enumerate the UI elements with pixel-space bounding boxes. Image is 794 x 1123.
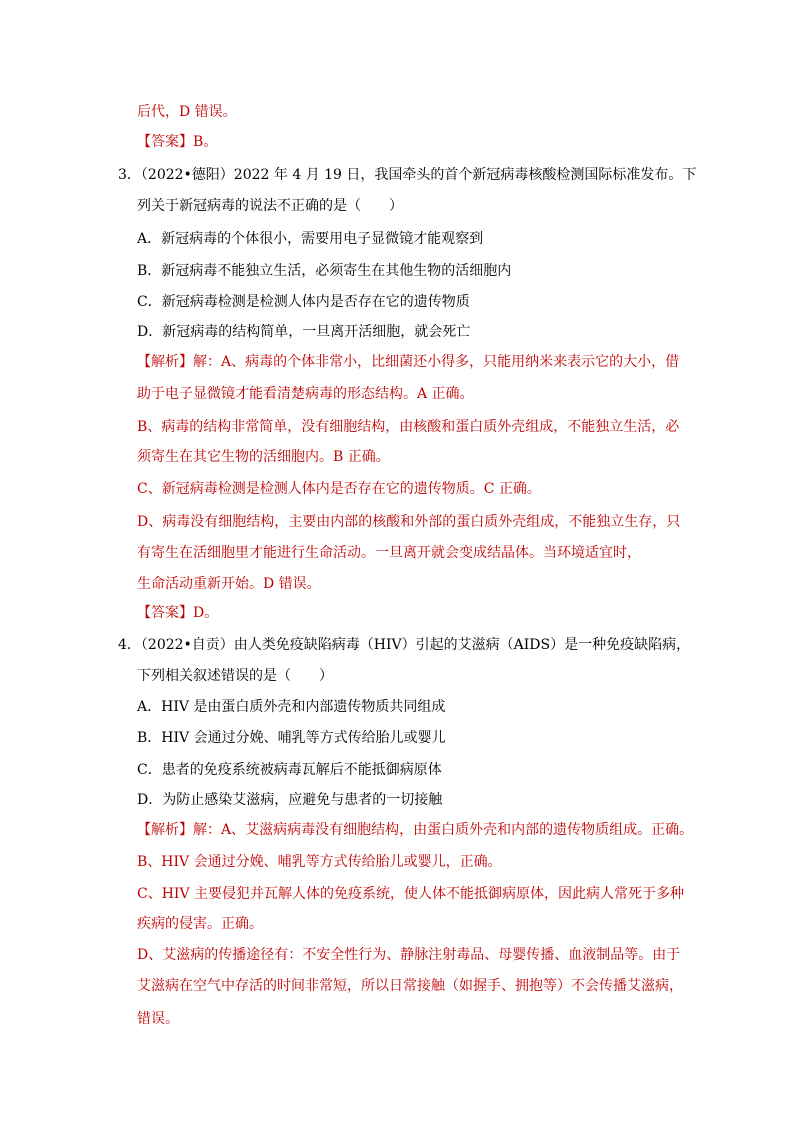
question-text: （2022•自贡）由人类免疫缺陷病毒（HIV）引起的艾滋病（AIDS）是一种免疫缺陷病，	[140, 637, 691, 653]
q3-analysis-line3: B、病毒的结构非常简单，没有细胞结构，由核酸和蛋白质外壳组成，不能独立生活，必	[137, 419, 680, 435]
analysis-text: A、病毒的个体非常小，比细菌还小得多，只能用纳米来表示它的大小，借	[221, 354, 680, 370]
q3-analysis-line4: 须寄生在其它生物的活细胞内。B 正确。	[137, 449, 390, 465]
analysis-tag: 【解析】	[137, 822, 193, 838]
q4-analysis-line1	[137, 820, 693, 840]
q4-option-b: B．HIV 会通过分娩、哺乳等方式传给胎儿或婴儿	[137, 730, 446, 746]
q3-option-c: C．新冠病毒检测是检测人体内是否存在它的遗传物质	[137, 294, 470, 310]
answer-value: D。	[193, 605, 219, 621]
q4-analysis-line6: 艾滋病在空气中存活的时间非常短，所以日常接触（如握手、拥抱等）不会传播艾滋病，	[137, 978, 683, 994]
question-number: 4．	[118, 637, 141, 653]
q3-option-b: B．新冠病毒不能独立生活，必须寄生在其他生物的活细胞内	[137, 263, 512, 279]
answer-value: B。	[193, 134, 218, 150]
q4-stem-line1	[118, 635, 690, 655]
q3-analysis-line2: 助于电子显微镜才能看清楚病毒的形态结构。A 正确。	[137, 386, 474, 402]
question-text: （2022•德阳）2022 年 4 月 19 日，我国牵头的首个新冠病毒核酸检测国际标准发布。下	[140, 167, 697, 183]
q3-analysis-line7: 有寄生在活细胞里才能进行生命活动。一旦离开就会变成结晶体。当环境适宜时，	[137, 545, 641, 561]
q3-analysis-line5: C、新冠病毒检测是检测人体内是否存在它的遗传物质。C 正确。	[137, 481, 541, 497]
q3-option-a: A．新冠病毒的个体很小，需要用电子显微镜才能观察到	[137, 231, 484, 247]
answer-tag: 【答案】	[137, 134, 193, 150]
q3-analysis-line1	[137, 352, 679, 372]
q3-stem-line2: 列关于新冠病毒的说法不正确的是（ ）	[137, 198, 403, 214]
question-number: 3．	[118, 167, 141, 183]
q4-analysis-line3: C、HIV 主要侵犯并瓦解人体的免疫系统，使人体不能抵御病原体，因此病人常死于多种	[137, 886, 685, 902]
q4-analysis-line7: 错误。	[137, 1011, 179, 1027]
q4-option-d: D．为防止感染艾滋病，应避免与患者的一切接触	[137, 792, 443, 808]
q4-option-a: A．HIV 是由蛋白质外壳和内部遗传物质共同组成	[137, 699, 446, 715]
q3-analysis-line8: 生命活动重新开始。D 错误。	[137, 576, 321, 592]
q4-analysis-line4: 疾病的侵害。正确。	[137, 916, 263, 932]
analysis-text: A、艾滋病病毒没有细胞结构，由蛋白质外壳和内部的遗传物质组成。正确。	[221, 822, 694, 838]
q4-analysis-line2: B、HIV 会通过分娩、哺乳等方式传给胎儿或婴儿，正确。	[137, 854, 502, 870]
analysis-lead: 解：	[193, 354, 221, 370]
prev-analysis-tail: 后代，D 错误。	[137, 104, 237, 120]
prev-answer	[137, 132, 217, 152]
q3-option-d: D．新冠病毒的结构简单，一旦离开活细胞，就会死亡	[137, 324, 471, 340]
q4-analysis-line5: D、艾滋病的传播途径有：不安全性行为、静脉注射毒品、母婴传播、血液制品等。由于	[137, 947, 681, 963]
q3-analysis-line6: D、病毒没有细胞结构，主要由内部的核酸和外部的蛋白质外壳组成，不能独立生存，只	[137, 514, 681, 530]
q3-answer	[137, 603, 218, 623]
q4-stem-line2: 下列相关叙述错误的是（ ）	[137, 668, 333, 684]
q3-stem-line1	[118, 165, 696, 185]
q4-option-c: C．患者的免疫系统被病毒瓦解后不能抵御病原体	[137, 762, 442, 778]
answer-tag: 【答案】	[137, 605, 193, 621]
analysis-lead: 解：	[193, 822, 221, 838]
analysis-tag: 【解析】	[137, 354, 193, 370]
